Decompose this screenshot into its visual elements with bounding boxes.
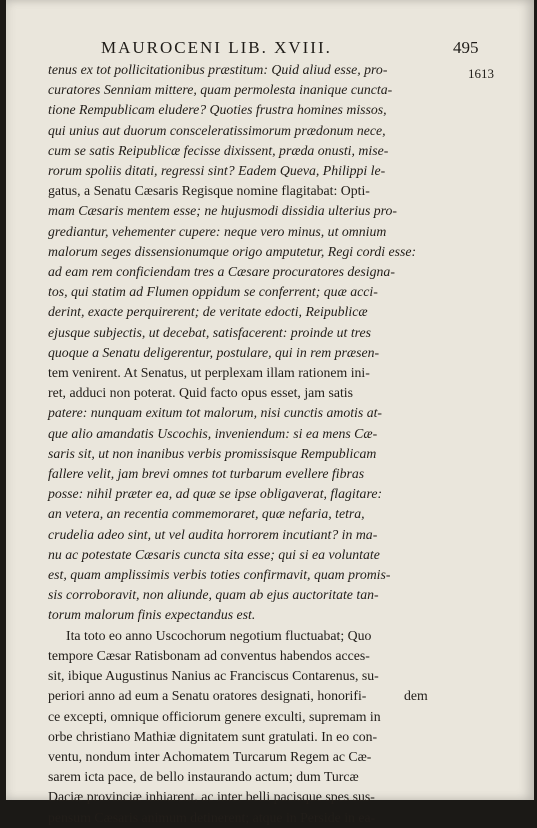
text-line: est, quam amplissimis verbis toties confirmavit, quam promis- — [48, 567, 391, 583]
text-line: ad eam rem conficiendam tres a Cæsare procuratores designa- — [48, 264, 395, 280]
text-line: ce excepti, omnique officiorum genere exculti, supremam in — [48, 708, 381, 724]
text-line: curatores Senniam mittere, quam permolesta inanique cuncta- — [48, 82, 393, 98]
text-line: que alio amandatis Uscochis, inveniendum: si ea mens Cæ- — [48, 425, 378, 441]
text-line: fallere velit, jam brevi omnes tot turbarum evellere fibras — [48, 466, 365, 482]
text-line: grediantur, vehementer cupere: neque vero minus, ut omnium — [48, 223, 387, 239]
text-line: Daciæ provinciæ inhiarent, ac inter belli pacisque spes sus- — [48, 789, 375, 805]
text-line: saris sit, ut non inanibus verbis promissisque Rempublicam — [48, 445, 377, 461]
text-line: malorum seges dissensionumque origo amputetur, Regi cordi esse: — [48, 243, 417, 259]
text-line: posse: nihil præter ea, ad quæ se ipse obligaverat, flagitare: — [48, 486, 383, 502]
page-number: 495 — [453, 38, 479, 57]
text-line: tos, qui statim ad Flumen oppidum se conferrent; quæ acci- — [48, 284, 378, 300]
text-line: periori anno ad eum a Senatu oratores designati, honorifi- — [48, 688, 367, 704]
text-line: sarem icta pace, de bello instaurando actum; dum Turcæ — [48, 769, 359, 785]
text-line: rorum spoliis ditati, regressi sint? Eadem Queva, Philippi le- — [48, 163, 386, 179]
text-line: tione Rempublicam eludere? Quoties frustra homines missos, — [48, 102, 387, 118]
text-line: quoque a Senatu deligerentur, postulare, qui in rem præsen- — [48, 344, 380, 360]
text-line: ventu, nondum inter Achomatem Turcarum Regem ac Cæ- — [48, 748, 372, 764]
text-line: tem venirent. At Senatus, ut perplexam illam rationem ini- — [48, 365, 370, 381]
text-line: mam Cæsaris mentem esse; ne hujusmodi dissidia ulterius pro- — [48, 203, 398, 219]
body-text — [48, 60, 454, 828]
text-line: gatus, a Senatu Cæsaris Regisque nomine flagitabat: Opti- — [48, 183, 370, 199]
text-line: ejusque subjectis, ut decebat, satisfacerent: proinde ut tres — [48, 324, 372, 340]
text-line: cum se satis Reipublicæ fecisse dixissent, præda onusti, mise- — [48, 142, 389, 158]
text-line: an vetera, an recentia commemoraret, quæ nefaria, tetra, — [48, 506, 365, 522]
text-line: ret, adduci non poterat. Quid facto opus esset, jam satis — [48, 385, 353, 401]
text-line: nu ac potestate Cæsaris cuncta sita esse; qui si ea voluntate — [48, 546, 380, 562]
text-line: Ita toto eo anno Uscochorum negotium fluctuabat; Quo — [66, 627, 372, 643]
margin-year-note: 1613 — [468, 66, 494, 81]
running-head: MAUROCENI LIB. XVIII. — [101, 38, 332, 57]
text-line: orbe christiano Mathiæ dignitatem sunt gratulati. In eo con- — [48, 728, 378, 744]
catchword: dem — [404, 688, 428, 703]
text-line: pensum Cæsaris animum detinerent; atque in Perside in ea- — [48, 809, 376, 825]
text-line: tempore Cæsar Ratisbonam ad conventus habendos acces- — [48, 647, 370, 663]
text-line: patere: nunquam exitum tot malorum, nisi cunctis amotis at- — [48, 405, 383, 421]
book-page — [6, 0, 534, 825]
text-line: sit, ibique Augustinus Nanius ac Franciscus Contarenus, su- — [48, 668, 379, 684]
text-line: crudelia adeo sint, ut vel audita horrorem incutiant? in ma- — [48, 526, 378, 542]
text-line: derint, exacte perquirerent; de veritate edocti, Reipublicæ — [48, 304, 368, 320]
text-line: qui unius aut duorum consceleratissimorum prædonum nece, — [48, 122, 386, 138]
text-line: sis corroboravit, non aliunde, quam ab ejus auctoritate tan- — [48, 587, 379, 603]
text-line: tenus ex tot pollicitationibus præstitum: Quid aliud esse, pro- — [48, 62, 388, 77]
text-line: torum malorum finis expectandus est. — [48, 607, 256, 623]
